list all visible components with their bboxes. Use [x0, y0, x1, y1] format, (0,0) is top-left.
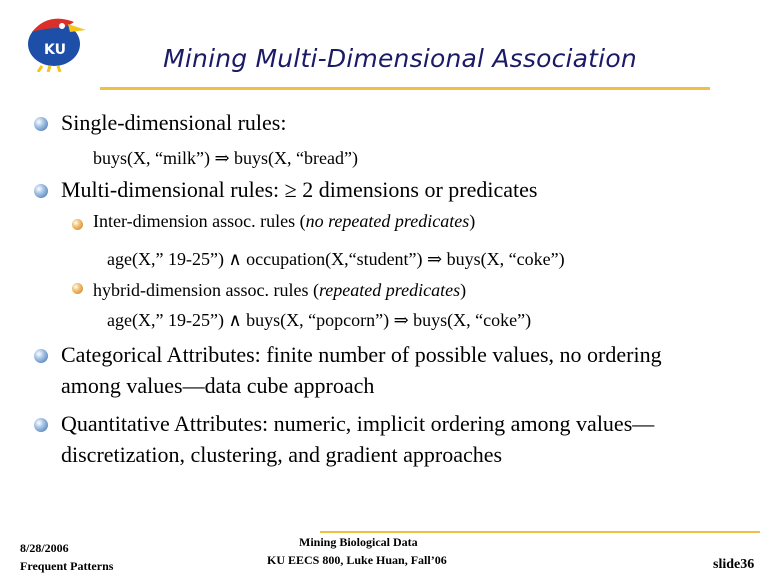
slide-number: slide36 [713, 557, 755, 572]
subbullet-hybrid-dimension [93, 280, 466, 301]
bullet-multi-dimensional: Multi-dimensional rules: ≥ 2 dimensions or predicates [61, 177, 538, 202]
hybrid-dimension-close: ) [460, 280, 467, 300]
hybrid-dimension-label: hybrid-dimension assoc. rules ( [93, 280, 319, 300]
logo-feet [38, 66, 60, 72]
logo-beak [68, 24, 86, 32]
bullet-icon [34, 418, 48, 432]
inter-dimension-label: Inter-dimension assoc. rules ( [93, 211, 306, 231]
footer-course-info: KU EECS 800, Luke Huan, Fall’06 [267, 553, 447, 567]
logo-eye [59, 23, 65, 29]
example-hybrid-dimension: age(X,” 19-25”) ∧ buys(X, “popcorn”) ⇒ buys(X, “coke”) [107, 310, 532, 330]
inter-dimension-close: ) [469, 211, 476, 231]
inter-dimension-emphasis: no repeated predicates [305, 211, 470, 231]
sub-bullet-icon [72, 219, 83, 230]
footer-course-title: Mining Biological Data [299, 535, 418, 549]
slide-title: Mining Multi-Dimensional Association [163, 44, 637, 73]
subbullet-inter-dimension [93, 211, 475, 232]
bullet-icon [34, 117, 48, 131]
footer-topic: Frequent Patterns [20, 559, 114, 573]
example-inter-dimension: age(X,” 19-25”) ∧ occupation(X,“student”) ⇒ buys(X, “coke”) [107, 249, 565, 269]
bullet-quantitative-line1: Quantitative Attributes: numeric, implicit ordering among values— [61, 411, 655, 436]
footer-date: 8/28/2006 [20, 541, 69, 555]
hybrid-dimension-emphasis: repeated predicates [318, 280, 461, 300]
bullet-categorical-line2: among values—data cube approach [61, 373, 375, 398]
bullet-categorical-line1: Categorical Attributes: finite number of possible values, no ordering [61, 342, 662, 367]
bullet-quantitative-line2: discretization, clustering, and gradient approaches [61, 442, 503, 467]
bullet-single-dimensional: Single-dimensional rules: [61, 110, 287, 135]
title-divider [100, 87, 710, 90]
bullet-icon [34, 184, 48, 198]
ku-jayhawk-logo [18, 10, 88, 72]
sub-bullet-icon [72, 283, 83, 294]
logo-text: KU [44, 42, 66, 58]
footer-divider [320, 531, 760, 533]
bullet-icon [34, 349, 48, 363]
example-single-dimensional: buys(X, “milk”) ⇒ buys(X, “bread”) [93, 148, 358, 168]
